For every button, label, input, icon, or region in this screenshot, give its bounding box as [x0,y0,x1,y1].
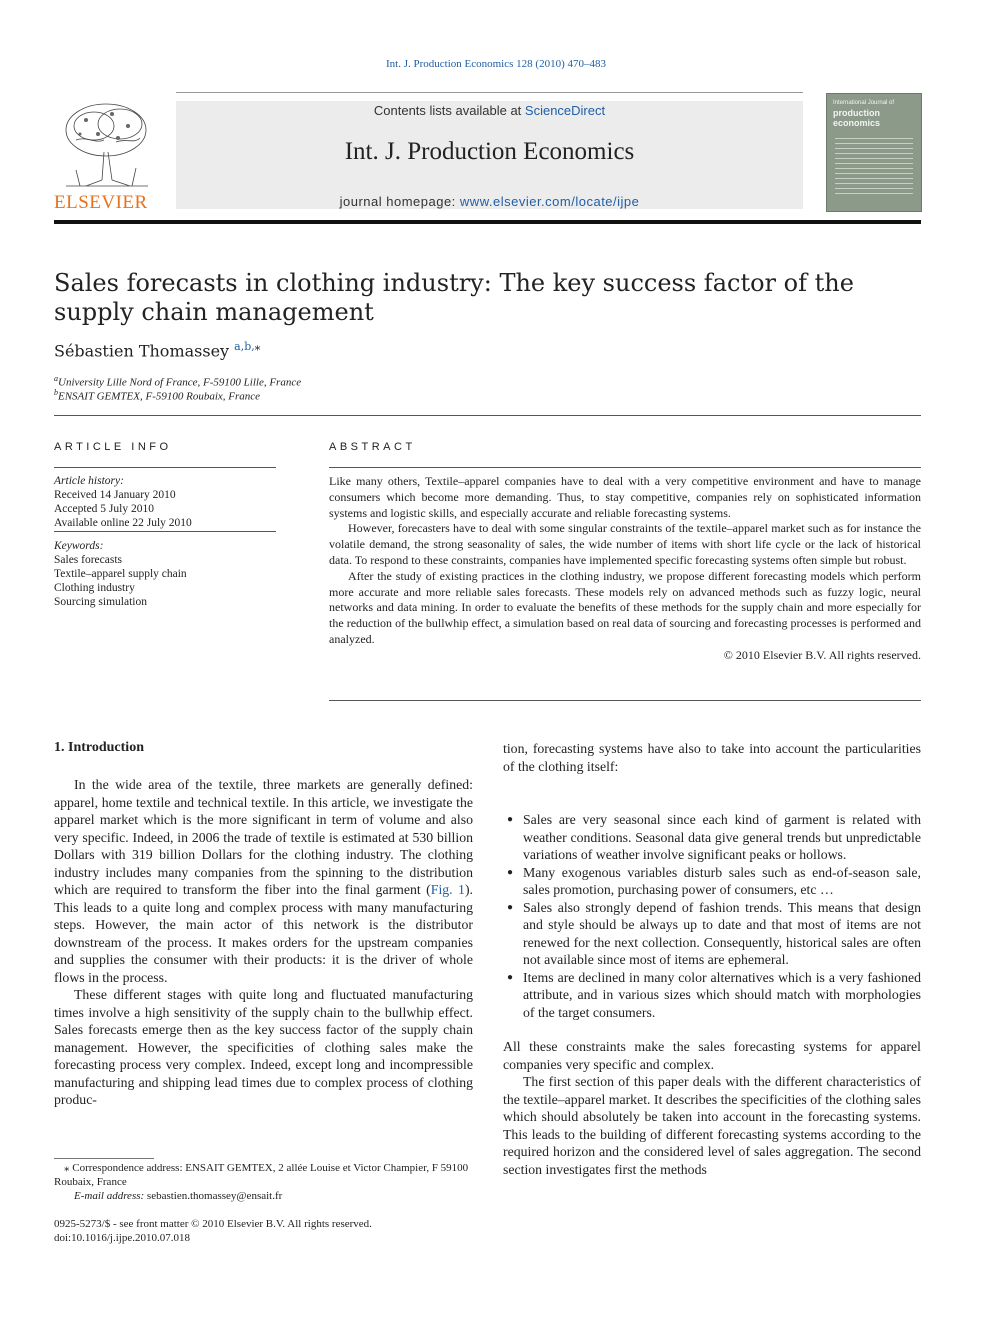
section-title-introduction: 1. Introduction [54,740,144,755]
email-label: E-mail address: [74,1190,145,1202]
abstract-bottom-rule [329,700,921,701]
contents-line [176,103,803,118]
keyword: Clothing industry [54,582,135,594]
email-line [54,1189,474,1203]
issn-line: 0925-5273/$ - see front matter © 2010 Elsevier B.V. All rights reserved. [54,1218,372,1230]
header-divider [54,220,921,224]
history-label: Article history: [54,475,124,487]
list-item [503,969,921,1022]
intro-text: ). This leads to a quite long and complex process with many manufacturing steps. However, the main actor of this network is the distributor downstream of the process. It makes orders for the upstream companies and supplies the consumer with their products: it is the driver of whole flows in the process. [54,882,473,985]
cover-title-line: production [833,108,880,118]
constraints-list [503,811,921,1021]
list-item [503,864,921,899]
title-divider [54,415,921,416]
abstract-rule [329,467,921,468]
correspondence-address [54,1161,474,1189]
keyword: Textile–apparel supply chain [54,568,187,580]
intro-paragraph: These different stages with quite long and fluctuated manufacturing times involve a high sensitivity of the supply chain to the bullwhip effect. Sales forecasts emerge then as the key success factor of the supply chain management. However, the specificities of clothing sales make the forecasting process very complex. Indeed, except long and incompressible manufacturing and shipping lead times due to complex process of clothing produc- [54,987,473,1107]
affiliation-a-mark: a [54,374,58,383]
intro-paragraph [54,776,473,986]
list-item [503,899,921,969]
keyword: Sales forecasts [54,554,123,566]
doi-line[interactable]: doi:10.1016/j.ijpe.2010.07.018 [54,1232,190,1244]
intro-text: In the wide area of the textile, three markets are generally defined: apparel, home textile and technical textile. In this article, we investigate the apparel market which is the more significant in term of volume and also very specific. Indeed, in 2006 the trade of textile is estimated at 530 billion Dollars with 319 billion Dollars for the clothing industry. The clothing industry includes many companies from the spinning to the distribution which are required to transform the fiber into the final garment ( [54,777,473,897]
abstract-paragraph: Like many others, Textile–apparel companies have to deal with a very competitive environment and have to manage consumers which become more demanding. Thus, to stay competitive, companies rely on sophisticated information systems and logistic skills, and especially accurate and reliable forecasting systems. [329,474,921,520]
abstract-paragraph: After the study of existing practices in the clothing industry, we propose different forecasting models which perform more accurate and more reliable sales forecasts. These models rely on advanced methods such as fuzzy logic, neural networks and data mining. In order to evaluate the benefits of these methods for the supply chain and more especially for the reduction of the bullwhip effect, a simulation based on real data of sourcing and forecasting processes is performed and analyzed. [329,568,921,646]
bullet-icon: ● [507,866,514,878]
correspondence-text: Correspondence address: ENSAIT GEMTEX, 2 allée Louise et Victor Champier, F 59100 Roubaix, France [54,1162,469,1188]
cover-title-line: International Journal of [833,100,895,106]
affiliation-marks[interactable]: a,b, [234,340,255,353]
body-paragraph: All these constraints make the sales forecasting systems for apparel companies very specific and complex. [503,1039,921,1072]
corresponding-author-mark[interactable]: ⁎ [254,340,261,353]
journal-citation: Int. J. Production Economics 128 (2010) 470–483 [386,58,606,70]
keywords-block [54,539,276,609]
affiliation-b-mark: b [54,388,58,397]
list-item [503,811,921,864]
keyword: Sourcing simulation [54,596,147,608]
abstract-body [329,474,921,664]
paper-title: Sales forecasts in clothing industry: The key success factor of the supply chain management [54,269,854,326]
list-item-text: Sales are very seasonal since each kind of garment is related with weather conditions. Seasonal data give general trends but unpredictable variations of weather involve significant peaks or hollows. [523,812,921,862]
journal-title: Int. J. Production Economics [344,138,635,165]
affiliation-a-text: University Lille Nord of France, F-59100 Lille, France [58,376,302,389]
body-paragraph: The first section of this paper deals with the different characteristics of the textile–apparel market. It describes the specificities of the clothing sales which should absolutely be taken into account in the forecasting systems. This leads to the building of different forecasting systems according to the required horizon and the considered level of sales aggregation. The second section investigates first the methods [503,1074,921,1177]
homepage-link[interactable]: www.elsevier.com/locate/ijpe [459,194,640,209]
figure-1-link[interactable]: Fig. 1 [430,882,465,897]
article-history [54,474,276,530]
affiliation-b-text: ENSAIT GEMTEX, F-59100 Roubaix, France [58,390,261,403]
accepted-date: Accepted 5 July 2010 [54,503,154,515]
list-item-text: Items are declined in many color alternatives which is a very fashioned attribute, and in various sizes which should match with morphologies of the target consumers. [523,969,921,1020]
article-info-heading: ARTICLE INFO [54,441,172,453]
list-item-text: Many exogenous variables disturb sales such as end-of-season sale, sales promotion, purchasing power of consumers, etc … [523,864,921,897]
correspondence-footnote [54,1161,474,1203]
body-column-left [54,776,473,1109]
author-name: Sébastien Thomassey [54,341,230,361]
sciencedirect-link[interactable]: ScienceDirect [524,103,606,118]
elsevier-tree-icon [56,100,156,192]
article-info-rule [54,467,276,468]
received-date: Received 14 January 2010 [54,489,176,501]
abstract-paragraph: However, forecasters have to deal with some singular constraints of the textile–apparel market such as for instance the volatile demand, the strong seasonality of sales, the wide number of items with short life cycle or the lack of historical data. To respond to these constraints, companies have implemented specific forecasting systems often simple but robust. [329,521,921,567]
homepage-prefix: journal homepage: [339,194,460,209]
abstract-heading: ABSTRACT [329,441,416,453]
front-matter-footer [54,1217,474,1245]
author-line [54,340,260,360]
bullet-icon: ● [507,814,514,825]
author-affiliation-marks[interactable] [234,340,260,353]
bullet-icon: ● [507,971,514,983]
footnote-rule [54,1158,154,1159]
email-address[interactable]: sebastien.thomassey@ensait.fr [144,1190,283,1202]
homepage-line [176,194,803,209]
header-top-rule [176,92,803,93]
body-column-right [503,740,921,1178]
cover-title-line: economics [833,118,881,128]
cover-title [833,98,894,128]
elsevier-wordmark: ELSEVIER [54,192,148,213]
keywords-label: Keywords: [54,540,104,552]
affiliation-b [54,388,260,403]
list-item-text: Sales also strongly depend of fashion trends. This means that design and style should be always up to date and that most of items are not renewed for the next collection. Consequently, historical sales are often not available since most of items are ephemeral. [523,899,921,967]
affiliation-a [54,374,301,389]
cover-contents-lines [835,138,913,198]
elsevier-logo[interactable] [54,100,166,214]
abstract-copyright: © 2010 Elsevier B.V. All rights reserved. [723,647,921,662]
bullet-icon: ● [507,901,514,913]
journal-cover-thumbnail[interactable] [826,93,922,212]
article-info-rule [54,531,276,532]
online-date: Available online 22 July 2010 [54,517,192,529]
body-paragraph: tion, forecasting systems have also to take into account the particularities of the clothing itself: [503,741,921,774]
corresponding-author-mark: ⁎ [64,1162,70,1174]
contents-prefix: Contents lists available at [373,103,525,118]
